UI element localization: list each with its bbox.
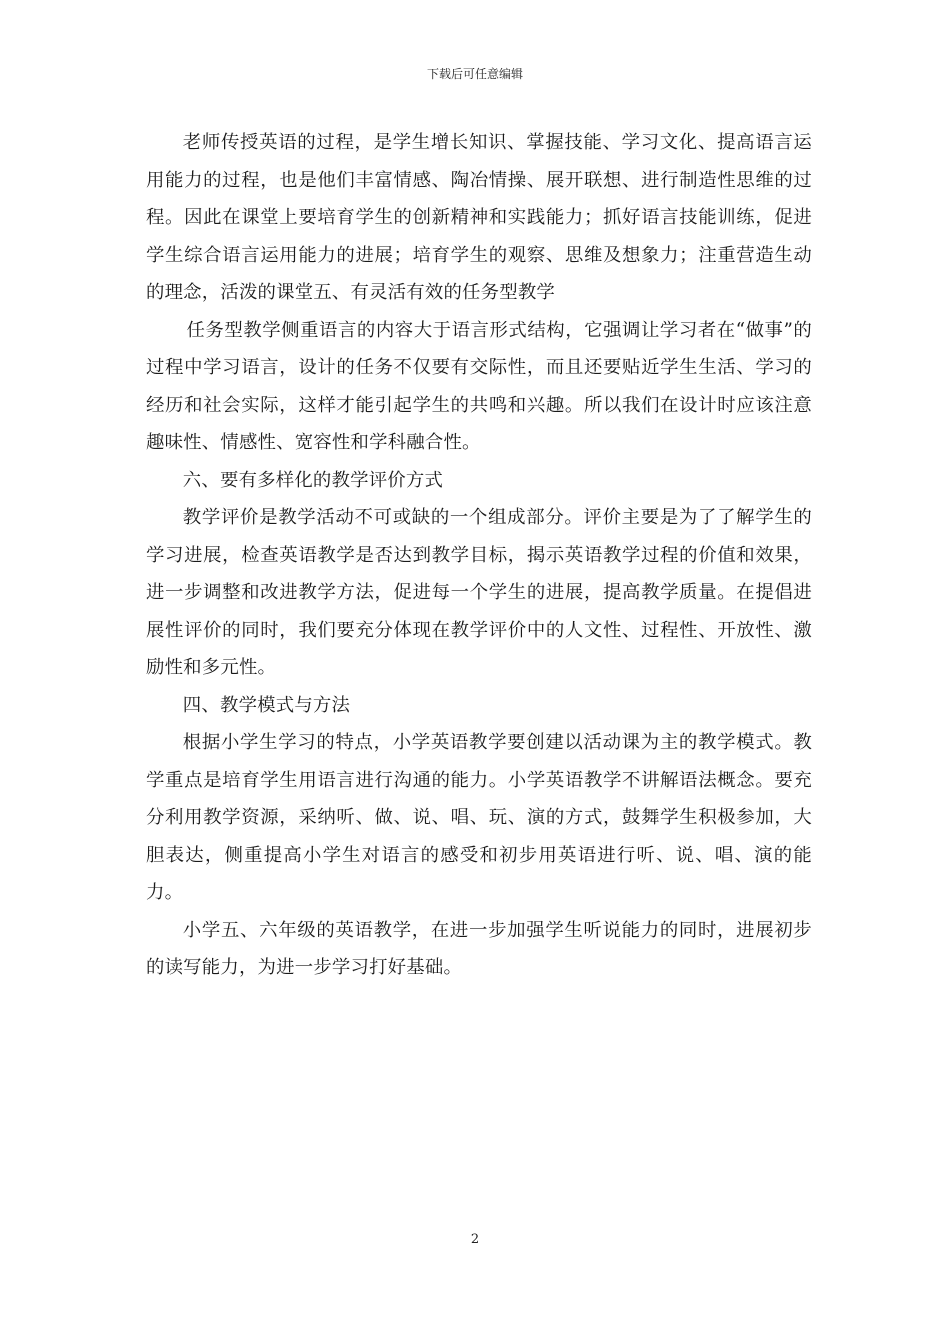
document-body bbox=[146, 124, 812, 987]
page-header: 下载后可任意编辑 bbox=[426, 67, 523, 81]
paragraph-teaching-mode: 根据小学生学习的特点，小学英语教学要创建以活动课为主的教学模式。教学重点是培育学生用语言进行沟通的能力。小学英语教学不讲解语法概念。要充分利用教学资源，采纳听、做、说、唱、玩、演的方式，鼓舞学生积极参加，大胆表达，侧重提高小学生对语言的感受和初步用英语进行听、说、唱、演的能力。 bbox=[146, 732, 812, 903]
page-number: 2 bbox=[470, 1232, 480, 1247]
section-heading-teaching-mode: 四、教学模式与方法 bbox=[182, 694, 351, 716]
paragraph-grades-five-six: 小学五、六年级的英语教学，在进一步加强学生听说能力的同时，进展初步的读写能力，为进一步学习打好基础。 bbox=[146, 919, 812, 978]
paragraph-teaching-process: 老师传授英语的过程，是学生增长知识、掌握技能、学习文化、提高语言运用能力的过程，也是他们丰富情感、陶冶情操、展开联想、进行制造性思维的过程。因此在课堂上要培育学生的创新精神和实践能力；抓好语言技能训练，促进学生综合语言运用能力的进展；培育学生的观察、思维及想象力；注重营造生动的理念，活泼的课堂五、有灵活有效的任务型教学 bbox=[146, 132, 812, 303]
section-heading-evaluation: 六、要有多样化的教学评价方式 bbox=[182, 469, 444, 491]
paragraph-task-based-teaching: 任务型教学侧重语言的内容大于语言形式结构，它强调让学习者在“做事”的过程中学习语言，设计的任务不仅要有交际性，而且还要贴近学生生活、学习的经历和社会实际，这样才能引起学生的共鸣和兴趣。所以我们在设计时应该注意趣味性、情感性、宽容性和学科融合性。 bbox=[146, 319, 812, 453]
paragraph-evaluation: 教学评价是教学活动不可或缺的一个组成部分。评价主要是为了了解学生的学习进展，检查英语教学是否达到教学目标，揭示英语教学过程的价值和效果，进一步调整和改进教学方法，促进每一个学生的进展，提高教学质量。在提倡进展性评价的同时，我们要充分体现在教学评价中的人文性、过程性、开放性、激励性和多元性。 bbox=[146, 507, 812, 678]
